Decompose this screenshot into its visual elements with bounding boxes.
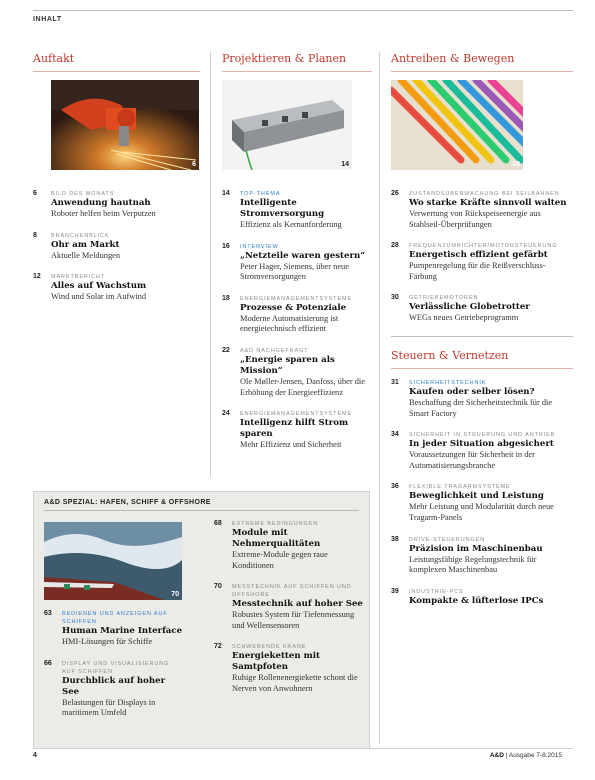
toc-entry[interactable]: [33, 273, 200, 303]
entry-title: „Netzteile waren gestern“: [240, 250, 366, 261]
toc-list: [391, 190, 573, 324]
column-divider: [210, 52, 211, 477]
toc-entry[interactable]: [214, 583, 364, 631]
toc-entry[interactable]: [214, 520, 364, 571]
entry-category: ENERGIEMANAGEMENTSYSTEME: [240, 295, 353, 302]
hero-page-number: 14: [341, 161, 349, 168]
entry-category: DISPLAY UND VISUALISIERUNG AUF SCHIFFEN: [62, 660, 170, 675]
toc-list: [214, 520, 364, 707]
hero-image-robot[interactable]: [51, 80, 199, 170]
hero-image-power-supply[interactable]: [222, 80, 352, 170]
entry-page-number: 26: [391, 190, 399, 197]
toc-entry[interactable]: [222, 190, 372, 231]
entry-subtitle: Mehr Leistung und Modularität durch neue Tragarm-Panels: [409, 502, 554, 522]
entry-subtitle: Roboter helfen beim Verputzen: [51, 209, 156, 218]
section-title: Steuern & Vernetzen: [391, 349, 573, 369]
entry-subtitle: Extreme-Module gegen raue Konditionen: [232, 550, 328, 570]
entry-category: DRIVE-STEUERUNGEN: [409, 536, 486, 543]
brand-label: A&D: [489, 752, 504, 759]
entry-subtitle: Effizienz als Kernanforderung: [240, 220, 342, 229]
entry-category: MARKTBERICHT: [51, 274, 106, 281]
entry-category: A&D NACHGEFRAGT: [240, 347, 309, 354]
entry-subtitle: Mehr Effizienz und Sicherheit: [240, 440, 342, 450]
entry-page-number: 63: [44, 610, 52, 617]
entry-title: Human Marine Interface: [62, 626, 183, 636]
divider-glyph: |: [505, 752, 509, 759]
issue-label: Ausgabe 7-8.2015: [508, 752, 562, 759]
toc-entry[interactable]: [214, 643, 364, 694]
entry-page-number: 22: [222, 346, 230, 354]
spezial-box: [33, 491, 370, 749]
spezial-title: A&D SPEZIAL: HAFEN, SCHIFF & OFFSHORE: [44, 499, 211, 506]
entry-page-number: 14: [222, 190, 230, 197]
entry-subtitle: Moderne Automatisierung ist energietechnisch effizient: [240, 313, 339, 334]
toc-entry[interactable]: [44, 610, 184, 648]
entry-category: BEDIENEN UND ANZEIGEN AUF SCHIFFEN: [62, 611, 168, 625]
entry-page-number: 8: [33, 231, 37, 239]
column-projektieren: [222, 52, 372, 463]
entry-title: Intelligenz hilft Strom sparen: [240, 418, 349, 440]
entry-category: TOP-THEMA: [240, 191, 281, 197]
entry-page-number: 16: [222, 242, 230, 250]
entry-page-number: 30: [391, 294, 399, 302]
entry-category: INDUSTRIE-PCS: [409, 588, 464, 595]
entry-title: Intelligente Stromversorgung: [240, 198, 325, 219]
section-title: Auftakt: [33, 52, 200, 72]
entry-title: Energieketten mit Samtpfoten: [232, 651, 320, 673]
hero-page-number: 28: [512, 161, 520, 168]
entry-category: FLEXIBLE TRAGARMSYSTEME: [409, 484, 511, 491]
entry-category: SICHERHEITSTECHNIK: [409, 379, 487, 386]
entry-page-number: 66: [44, 659, 52, 667]
entry-category: BRANCHENBLICK: [51, 232, 110, 239]
toc-entry[interactable]: [33, 190, 200, 220]
section-title: Projektieren & Planen: [222, 52, 372, 72]
entry-category: EXTREME BEDINGUNGEN: [232, 521, 319, 527]
divider: [44, 510, 359, 511]
entry-subtitle: HMI-Lösungen für Schiffe: [62, 637, 153, 646]
toc-entry[interactable]: [391, 294, 573, 324]
entry-title: Präzision im Maschinenbau: [409, 543, 543, 554]
entry-page-number: 6: [33, 190, 37, 197]
toc-list: [222, 190, 372, 451]
entry-page-number: 39: [391, 587, 399, 595]
entry-title: In jeder Situation abgesichert: [409, 439, 554, 450]
section-title: Antreiben & Bewegen: [391, 52, 573, 72]
entry-page-number: 36: [391, 483, 399, 491]
entry-page-number: 31: [391, 378, 399, 386]
entry-subtitle: Belastungen für Displays in maritimem Umfeld: [62, 697, 156, 718]
entry-subtitle: Pumpenregelung für die Reißverschluss-Färbung: [409, 261, 546, 281]
entry-subtitle: Verwertung von Rückspeiseenergie aus Stahlseil-Überprüfungen: [409, 209, 541, 229]
toc-entry[interactable]: [391, 483, 573, 523]
entry-page-number: 18: [222, 294, 230, 302]
hero-image-ship[interactable]: [44, 522, 182, 600]
toc-entry[interactable]: [391, 190, 573, 230]
entry-title: Durchblick auf hoher See: [62, 675, 166, 697]
entry-category: MESSTECHNIK AUF SCHIFFEN UND OFFSHORE: [232, 584, 352, 599]
toc-entry[interactable]: [33, 232, 200, 262]
entry-page-number: 70: [214, 583, 222, 591]
toc-entry[interactable]: [391, 588, 573, 607]
column-auftakt: [33, 52, 200, 315]
toc-entry[interactable]: [222, 410, 372, 451]
footer-rule: [33, 748, 573, 749]
entry-title: Prozesse & Potenziale: [240, 302, 347, 313]
entry-title: Beweglichkeit und Leistung: [409, 491, 544, 502]
hero-image-zippers[interactable]: [391, 80, 523, 170]
toc-entry[interactable]: [391, 379, 573, 419]
column-antreiben: [391, 52, 573, 619]
entry-title: Alles auf Wachstum: [51, 281, 147, 292]
issue-info: [490, 752, 562, 759]
entry-category: ENERGIEMANAGEMENTSYSTEME: [240, 411, 353, 418]
entry-subtitle: Wind und Solar im Aufwind: [51, 292, 147, 302]
entry-subtitle: Peter Hager, Siemens, über neue Stromversorgungen: [240, 261, 349, 282]
toc-list: [44, 610, 184, 719]
entry-subtitle: Voraussetzungen für Sicherheit in der Automatisierungsbranche: [409, 450, 535, 470]
entry-category: ZUSTANDSÜBERWACHUNG BEI SEILBAHNEN: [409, 191, 560, 197]
entry-page-number: 68: [214, 520, 222, 527]
entry-category: FREQUENZUMRICHTER/MOTORSTEUERUNG: [409, 243, 558, 250]
toc-entry[interactable]: [391, 536, 573, 576]
entry-title: Anwendung hautnah: [51, 198, 151, 208]
entry-title: Energetisch effizient gefärbt: [409, 250, 548, 261]
entry-subtitle: Robustes System für Tiefenmessung und Wellensensoren: [232, 610, 355, 630]
entry-category: GETRIEBEMOTOREN: [409, 295, 479, 302]
entry-page-number: 12: [33, 273, 41, 281]
entry-subtitle: Beschaffung der Sicherheitstechnik für die Smart Factory: [409, 397, 553, 418]
entry-title: Kaufen oder selber lösen?: [409, 386, 535, 397]
entry-page-number: 72: [214, 643, 222, 651]
entry-title: „Energie sparen als Mission“: [240, 354, 335, 376]
entry-page-number: 38: [391, 535, 399, 543]
entry-title: Kompakte & lüfterlose IPCs: [409, 595, 544, 606]
entry-category: SICHERHEIT IN STEUERUNG UND ANTRIEB: [409, 432, 556, 439]
entry-subtitle: Ruhige Rollenenergiekette schont die Nerven von Anwohnern: [232, 673, 358, 693]
entry-category: INTERVIEW: [240, 243, 279, 250]
hero-page-number: 6: [192, 161, 196, 168]
toc-entry[interactable]: [222, 243, 372, 283]
entry-subtitle: Ole Møller-Jensen, Danfoss, über die Erhöhung der Energieeffizienz: [240, 376, 365, 397]
entry-title: Wo starke Kräfte sinnvoll walten: [409, 198, 567, 208]
hero-page-number: 70: [171, 591, 179, 598]
toc-list: [391, 379, 573, 607]
entry-title: Messtechnik auf hoher See: [232, 599, 363, 610]
section-divider: [391, 336, 573, 337]
entry-page-number: 34: [391, 431, 399, 439]
toc-list: [33, 190, 200, 303]
section-label: INHALT: [33, 10, 573, 23]
entry-subtitle: Aktuelle Meldungen: [51, 250, 121, 260]
toc-entry[interactable]: [391, 242, 573, 282]
toc-entry[interactable]: [44, 660, 184, 719]
column-divider: [379, 52, 380, 744]
entry-category: SCHWEBENDE KRANE: [232, 644, 307, 651]
page-number: 4: [33, 752, 37, 759]
toc-entry[interactable]: [222, 347, 372, 398]
entry-title: Module mit Nehmerqualitäten: [232, 528, 321, 549]
toc-entry[interactable]: [222, 295, 372, 335]
toc-entry[interactable]: [391, 431, 573, 471]
entry-subtitle: Leistungsfähige Regelungstechnik für komplexen Maschinenbau: [409, 554, 537, 575]
entry-title: Verlässliche Globetrotter: [409, 302, 530, 313]
entry-subtitle: WEGs neues Getriebeprogramm: [409, 313, 519, 323]
entry-page-number: 28: [391, 242, 399, 250]
entry-title: Ohr am Markt: [51, 239, 120, 250]
entry-page-number: 24: [222, 410, 230, 418]
entry-category: BILD DES MONATS: [51, 191, 115, 197]
